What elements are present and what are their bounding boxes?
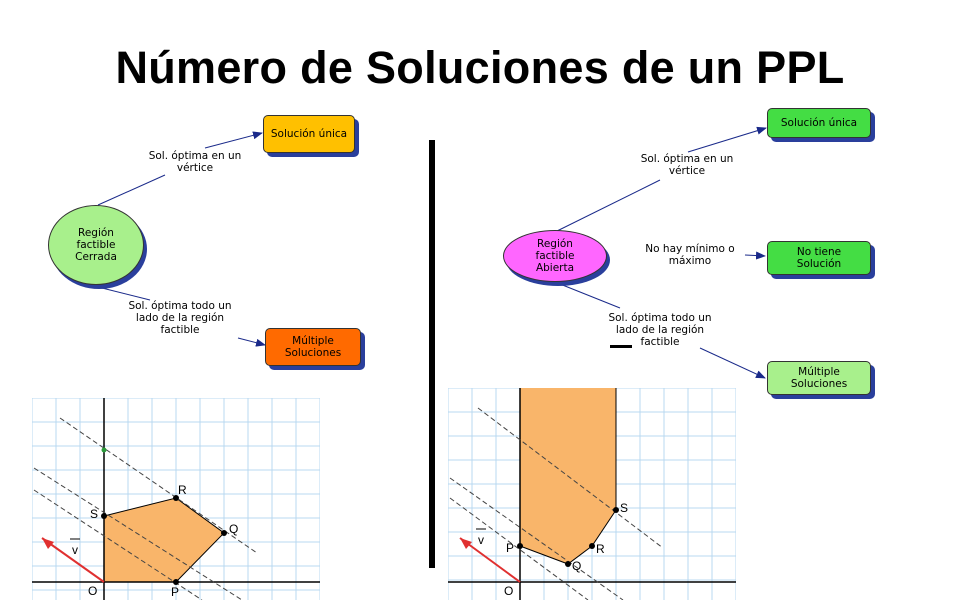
label-left-vertex: Sol. óptima en un vértice <box>148 150 242 174</box>
connector-left-bottom-2 <box>238 338 265 345</box>
label-O-left: O <box>88 584 98 598</box>
label-R-left: R <box>178 483 187 497</box>
box-right-multiple-solutions: Múltiple Soluciones <box>767 361 871 395</box>
label-v-right: v <box>478 533 484 547</box>
connector-right-top-2 <box>688 128 766 152</box>
label-Q-left: Q <box>229 522 239 536</box>
vertical-divider <box>429 140 435 568</box>
connector-right-bottom-1 <box>555 282 620 308</box>
label-left-side: Sol. óptima todo un lado de la región factible <box>128 300 232 336</box>
connector-left-bottom-1 <box>90 285 150 300</box>
connector-left-top-1 <box>98 175 165 205</box>
connector-left-top-2 <box>205 133 262 148</box>
connector-right-bottom-2 <box>700 348 765 378</box>
label-R-right: R <box>596 542 605 556</box>
region-open-oval: Región factible Abierta <box>503 230 607 282</box>
box-left-multiple-solutions: Múltiple Soluciones <box>265 328 361 366</box>
box-left-unique-solution <box>263 115 355 153</box>
label-right-side: Sol. óptima todo un lado de la región factible <box>608 312 712 348</box>
page-title: Número de Soluciones de un PPL <box>115 42 845 93</box>
label-P-right: P <box>506 541 515 555</box>
label-Q-right: Q <box>572 559 582 573</box>
label-S-left: S <box>90 507 99 521</box>
label-v-left: v <box>72 543 78 557</box>
box-right-no-solution: No tiene Solución <box>767 241 871 275</box>
box-right-unique-solution <box>767 108 871 138</box>
green-point-left <box>102 448 107 453</box>
label-S-right: S <box>620 501 629 515</box>
graph-left <box>32 398 320 600</box>
label-P-left: P <box>171 585 180 599</box>
dash-mark <box>610 345 632 348</box>
connector-right-top-1 <box>555 180 660 232</box>
point-S-right <box>613 507 619 513</box>
point-Q-left <box>221 530 227 536</box>
point-R-right <box>589 543 595 549</box>
graph-right <box>448 388 736 600</box>
box-left-unique-text: Solución única <box>270 128 348 140</box>
label-right-no-optimum: No hay mínimo o máximo <box>645 243 735 267</box>
box-right-unique-text: Solución única <box>780 117 858 129</box>
point-S-left <box>101 513 107 519</box>
label-right-vertex: Sol. óptima en un vértice <box>640 153 734 177</box>
point-Q-right <box>565 561 571 567</box>
region-closed-oval: Región factible Cerrada <box>48 205 144 285</box>
label-O-right: O <box>504 584 514 598</box>
point-P-right <box>517 543 523 549</box>
